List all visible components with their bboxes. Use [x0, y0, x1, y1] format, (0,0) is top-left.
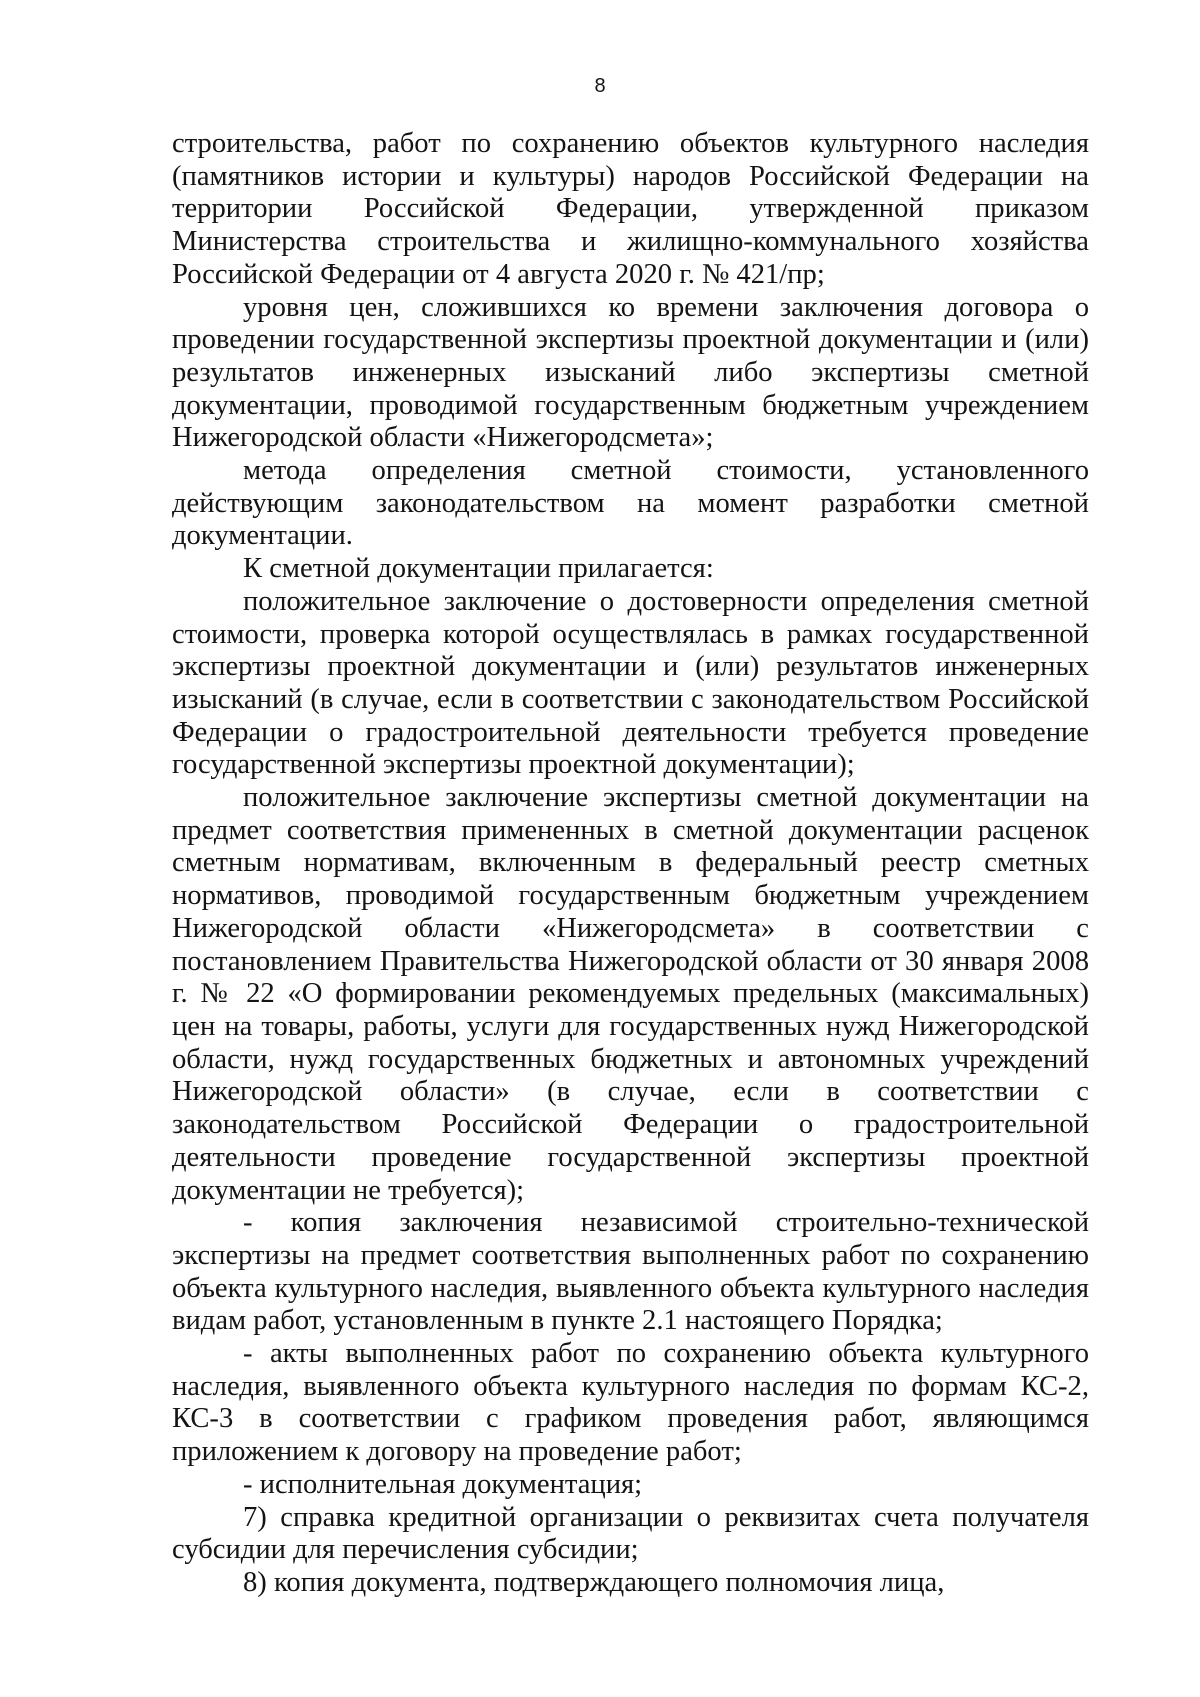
- paragraph-item-8: 8) копия документа, подтверждающего полномочия лица,: [243, 1566, 945, 1598]
- document-body: [172, 128, 1089, 1600]
- paragraph-continuation: строительства, работ по сохранению объектов культурного наследия (памятников истории и культуры) народов Российской Федерации на территории Российской Федерации, утвержденной приказом Министерства строительства и жилищно-коммунального хозяйства Российской Федерации от 4 августа 2020 г. № 421/пр;: [172, 128, 1089, 290]
- paragraph-copy-expert-conclusion: - копия заключения независимой строительно-технической экспертизы на предмет соответствия выполненных работ по сохранению объекта культурного наследия, выявленного объекта культурного наследия видам работ, установленным в пункте 2.1 настоящего Порядка;: [172, 1207, 1089, 1337]
- paragraph-cost-method: метода определения сметной стоимости, установленного действующим законодательством на момент разработки сметной документации.: [172, 455, 1089, 552]
- paragraph-executive-documentation: - исполнительная документация;: [243, 1468, 643, 1500]
- paragraph-acts-completed-works: - акты выполненных работ по сохранению объекта культурного наследия, выявленного объекта культурного наследия по формам КС-2, КС-3 в соответствии с графиком проведения работ, являющимся приложением к договору на проведение работ;: [172, 1338, 1089, 1468]
- paragraph-positive-conclusion-expertise: положительное заключение экспертизы сметной документации на предмет соответствия примененных в сметной документации расценок сметным нормативам, включенным в федеральный реестр сметных нормативов, проводимой государственным бюджетным учреждением Нижегородской области «Нижегородсмета» в соответствии с постановлением Правительства Нижегородской области от 30 января 2008 г. № 22 «О формировании рекомендуемых предельных (максимальных) цен на товары, работы, услуги для государственных нужд Нижегородской области, нужд государственных бюджетных и автономных учреждений Нижегородской области» (в случае, если в соответствии с законодательством Российской Федерации о градостроительной деятельности проведение государственной экспертизы проектной документации не требуется);: [172, 782, 1089, 1206]
- paragraph-price-level: уровня цен, сложившихся ко времени заключения договора о проведении государственной экспертизы проектной документации и (или) результатов инженерных изысканий либо экспертизы сметной документации, проводимой государственным бюджетным учреждением Нижегородской области «Нижегородсмета»;: [172, 291, 1089, 454]
- paragraph-item-7: 7) справка кредитной организации о реквизитах счета получателя субсидии для перечисления субсидии;: [172, 1501, 1089, 1566]
- paragraph-attachments-heading: К сметной документации прилагается:: [243, 553, 714, 585]
- paragraph-positive-conclusion-reliability: положительное заключение о достоверности определения сметной стоимости, проверка которой осуществлялась в рамках государственной экспертизы проектной документации и (или) результатов инженерных изысканий (в случае, если в соответствии с законодательством Российской Федерации о градостроительной деятельности требуется проведение государственной экспертизы проектной документации);: [172, 585, 1089, 781]
- page-number: 8: [594, 75, 606, 97]
